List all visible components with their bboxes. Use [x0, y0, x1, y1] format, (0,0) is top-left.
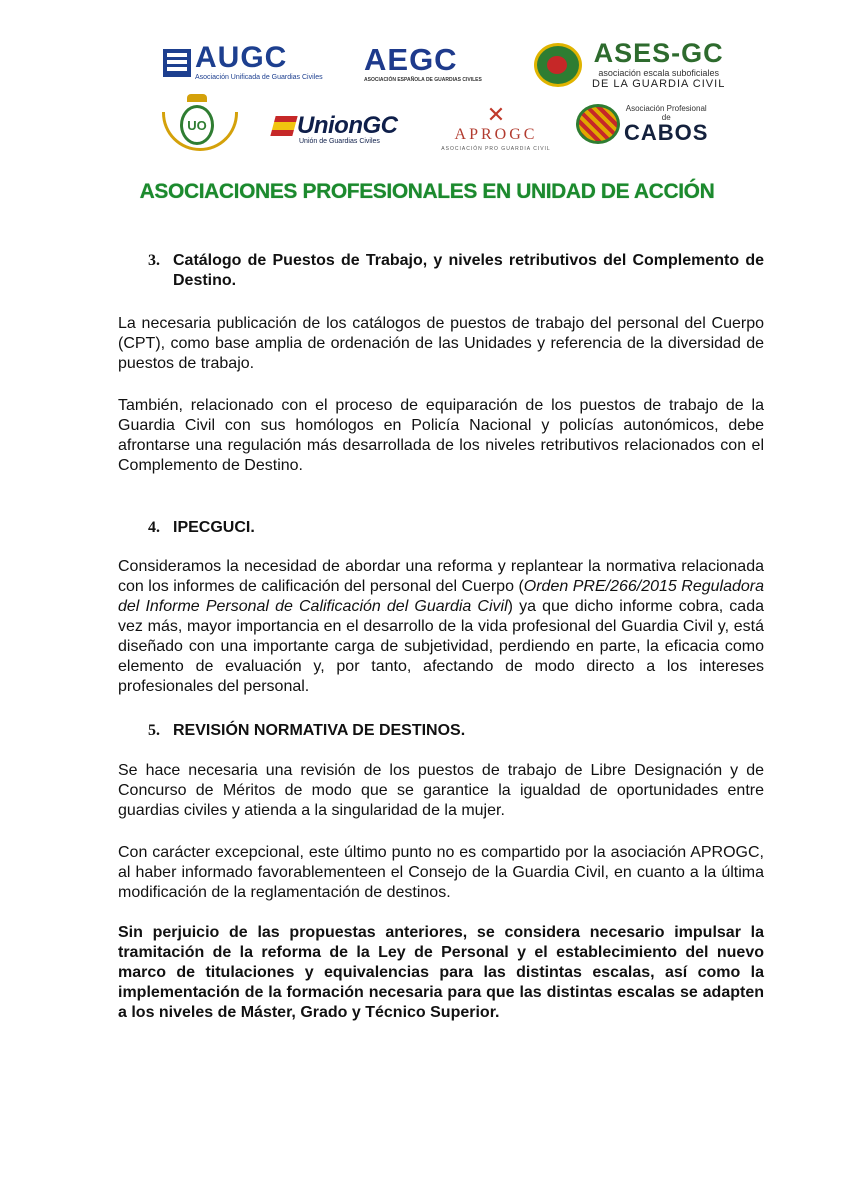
ugc-seal: UO: [180, 105, 214, 145]
section-3-paragraph-1: La necesaria publicación de los catálogos de puestos de trabajo del personal del Cuerpo (CPT), como base amplia de ordenación de las Unidades y referencia de la diversidad de puestos de trabajo.: [118, 315, 764, 372]
section-4-text-before: Consideramos la necesidad de abordar una reforma y replantear la normativa relacionada con los informes de calificación del personal del Cuerpo (: [118, 558, 764, 595]
aprogc-title: APROGC: [454, 126, 538, 143]
section-4-title: IPECGUCI.: [173, 519, 255, 536]
section-5-paragraph-2: Con carácter excepcional, este último punto no es compartido por la asociación APROGC, al haber informado favorablementeen el Consejo de la Guardia Civil, en cuanto a la última modificación de la reglamentación de destinos.: [118, 844, 764, 901]
asesgc-subtitle-2: DE LA GUARDIA CIVIL: [592, 78, 726, 90]
asesgc-subtitle: asociación escala suboficiales: [598, 68, 719, 78]
augc-title: AUGC: [195, 41, 288, 74]
uniongc-logo: [273, 114, 397, 145]
section-5-heading: [148, 721, 764, 741]
section-5-number: 5.: [148, 722, 160, 739]
aprogc-logo: [436, 104, 556, 152]
crown-icon: [187, 94, 207, 102]
spain-flag-icon: [270, 116, 297, 136]
section-4-text-after: ) ya que dicho informe cobra, cada vez más, mayor importancia en el desarrollo de la vida profesional del Guardia Civil y, está diseñado con una importante carga de subjetividad, perdiendo en parte, la eficacia como elemento de evaluación y, por tanto, afectando de modo directo a los intereses profesionales del personal.: [118, 598, 765, 695]
asesgc-title: ASES-GC: [593, 38, 724, 68]
uniongc-subtitle: Unión de Guardias Civiles: [299, 138, 380, 145]
section-3-number: 3.: [148, 252, 160, 269]
cabos-small-2: de: [661, 113, 671, 122]
section-4-paragraph-1: [118, 557, 764, 697]
aprogc-cross-icon: ✕: [486, 102, 506, 127]
augc-subtitle: Asociación Unificada de Guardias Civiles: [195, 74, 323, 81]
augc-logo: [163, 41, 323, 81]
aegc-subtitle: ASOCIACIÓN ESPAÑOLA DE GUARDIAS CIVILES: [364, 77, 482, 83]
asesgc-emblem-icon: [534, 43, 582, 87]
cabos-title: CABOS: [624, 120, 709, 145]
aprogc-subtitle: ASOCIACIÓN PRO GUARDIA CIVIL: [441, 146, 551, 152]
aegc-logo: [364, 42, 482, 83]
uniongc-title: UnionGC: [297, 112, 398, 139]
section-3-heading: [148, 251, 764, 291]
section-5-title: REVISIÓN NORMATIVA DE DESTINOS.: [173, 722, 466, 739]
section-4-number: 4.: [148, 519, 160, 536]
cabos-emblem-icon: [576, 104, 620, 144]
section-4-heading: [148, 518, 764, 538]
section-4-order-reference: Orden PRE/266/2015 Reguladora del Informe Personal de Calificación del Guardia Civil: [118, 578, 764, 615]
conclusion-paragraph: Sin perjuicio de las propuestas anteriores, se considera necesario impulsar la tramitación de la reforma de la Ley de Personal y el establecimiento del nuevo marco de titulaciones y equivalencias para las distintas escalas, así como la implementación de la formación necesaria para que las distintas escalas se adapten a los niveles de Máster, Grado y Técnico Superior.: [118, 924, 764, 1021]
asesgc-logo: [534, 40, 725, 90]
section-3-title: Catálogo de Puestos de Trabajo, y niveles retributivos del Complemento de Destino.: [173, 252, 764, 289]
ugc-emblem-logo: [157, 100, 237, 150]
aegc-title: AEGC: [364, 42, 458, 77]
cabos-small-1: Asociación Profesional: [625, 104, 707, 113]
headline: ASOCIACIONES PROFESIONALES EN UNIDAD DE ACCIÓN: [139, 180, 715, 203]
cabos-logo: [576, 104, 708, 144]
section-5-paragraph-1: Se hace necesaria una revisión de los puestos de trabajo de Libre Designación y de Concurso de Méritos de modo que se garantice la igualdad de oportunidades entre guardias civiles y atienda a la singularidad de la mujer.: [118, 762, 764, 819]
augc-mark-icon: [163, 49, 191, 77]
section-3-paragraph-2: También, relacionado con el proceso de equiparación de los puestos de trabajo de la Guardia Civil con sus homólogos en Policía Nacional y policías autonómicos, debe afrontarse una regulación más desarrollada de los niveles retributivos relacionados con el Complemento de Destino.: [118, 397, 764, 474]
